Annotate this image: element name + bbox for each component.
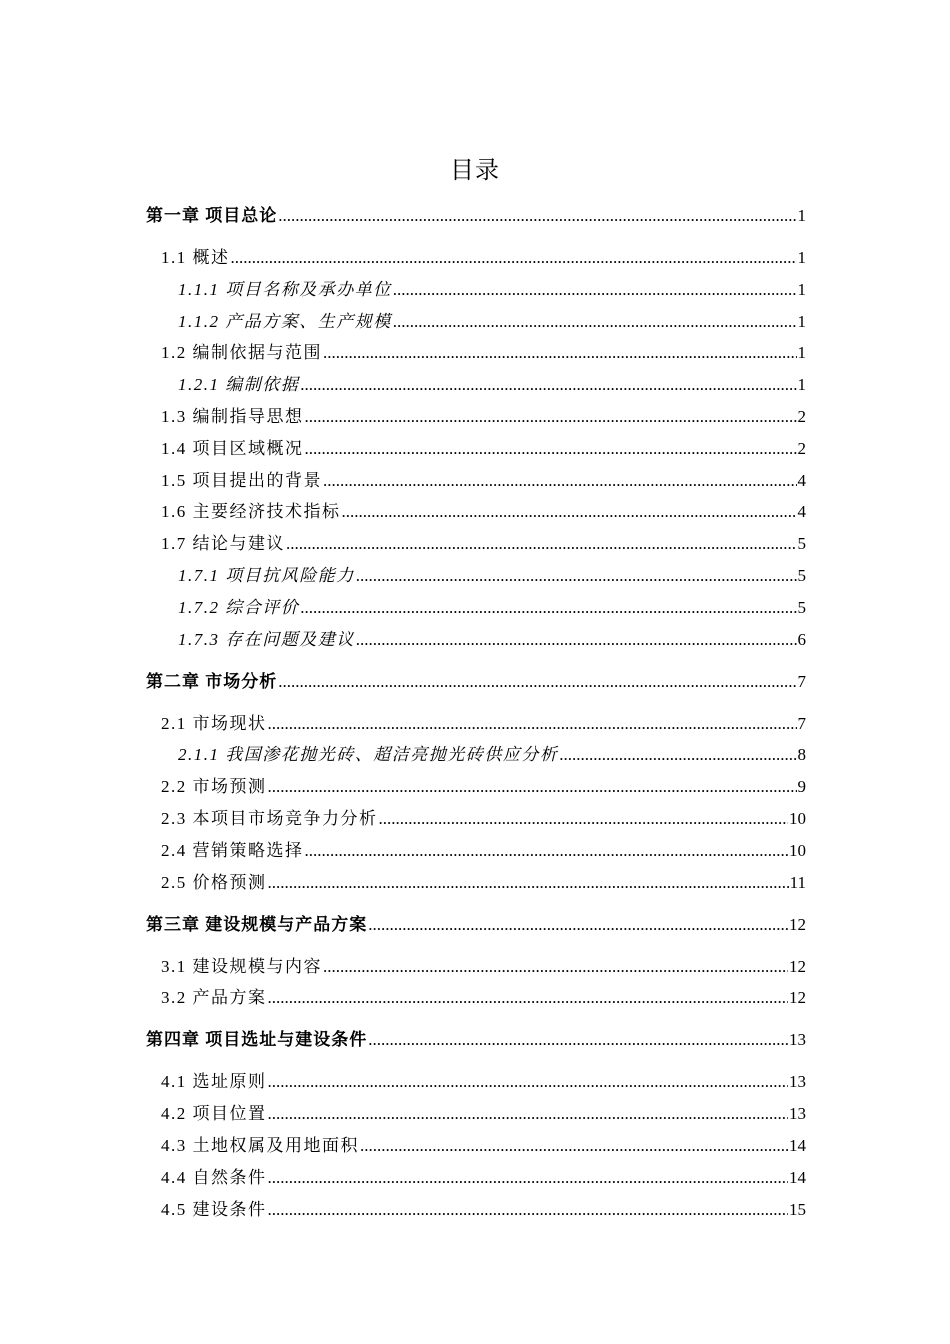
toc-chapter-entry[interactable]: [146, 1024, 806, 1056]
toc-subsection-entry[interactable]: [178, 306, 806, 338]
toc-page-number: 8: [797, 745, 806, 765]
toc-entry-label: 第三章 建设规模与产品方案: [146, 914, 368, 934]
toc-page-number: 14: [789, 1136, 806, 1155]
toc-leader-dots: [268, 867, 789, 899]
toc-leader-dots: [323, 337, 797, 369]
toc-page-number: 2: [797, 438, 806, 458]
toc-page-number: 1: [797, 279, 806, 299]
toc-page-number: 13: [789, 1104, 806, 1124]
toc-leader-dots: [559, 739, 796, 771]
toc-entry-label: 1.4 项目区域概况: [161, 438, 304, 458]
toc-leader-dots: [300, 592, 796, 624]
toc-entry-label: 1.2.1 编制依据: [178, 375, 300, 395]
toc-section-entry[interactable]: [161, 433, 806, 465]
toc-entry-label: 2.5 价格预测: [161, 872, 267, 892]
toc-section-entry[interactable]: [161, 867, 806, 899]
toc-subsection-entry[interactable]: [178, 560, 806, 592]
toc-leader-dots: [393, 274, 797, 306]
toc-entry-label: 1.7.3 存在问题及建议: [178, 629, 355, 649]
toc-page-number: 12: [789, 914, 806, 934]
toc-entry-label: 1.7 结论与建议: [161, 534, 285, 554]
toc-section-entry[interactable]: [161, 1130, 806, 1162]
toc-leader-dots: [323, 465, 797, 497]
toc-leader-dots: [278, 200, 796, 232]
toc-page-number: 7: [797, 671, 806, 691]
toc-section-entry[interactable]: [161, 1098, 806, 1130]
toc-leader-dots: [268, 1098, 789, 1130]
toc-section-entry[interactable]: [161, 496, 806, 528]
toc-section-entry[interactable]: [161, 982, 806, 1014]
toc-section-entry[interactable]: [161, 1194, 806, 1226]
toc-entry-label: 2.4 营销策略选择: [161, 840, 304, 860]
toc-entry-label: 1.2 编制依据与范围: [161, 343, 322, 363]
toc-leader-dots: [323, 951, 788, 983]
toc-leader-dots: [231, 242, 797, 274]
toc-page-number: 12: [789, 956, 806, 976]
toc-section-entry[interactable]: [161, 803, 806, 835]
toc-entry-label: 4.2 项目位置: [161, 1104, 267, 1124]
toc-subsection-entry[interactable]: [178, 624, 806, 656]
toc-leader-dots: [356, 560, 797, 592]
toc-subsection-entry[interactable]: [178, 739, 806, 771]
toc-entry-label: 1.1.2 产品方案、生产规模: [178, 311, 392, 331]
toc-page-number: 4: [797, 470, 806, 490]
toc-entry-label: 1.1 概述: [161, 248, 230, 267]
toc-page-number: 5: [797, 534, 806, 554]
toc-page-number: 12: [789, 988, 806, 1008]
toc-leader-dots: [379, 803, 789, 835]
toc-section-entry[interactable]: [161, 771, 806, 803]
toc-leader-dots: [268, 982, 789, 1014]
toc-subsection-entry[interactable]: [178, 274, 806, 306]
toc-page-number: 1: [797, 375, 806, 395]
toc-section-entry[interactable]: [161, 835, 806, 867]
toc-leader-dots: [368, 909, 788, 941]
toc-entry-label: 3.1 建设规模与内容: [161, 956, 322, 976]
toc-page-number: 10: [789, 840, 806, 860]
toc-leader-dots: [268, 708, 797, 740]
toc-entry-label: 第四章 项目选址与建设条件: [146, 1030, 368, 1050]
toc-page-number: 13: [789, 1030, 806, 1050]
toc-page-number: 5: [797, 566, 806, 585]
toc-page-number: 6: [797, 629, 806, 649]
toc-leader-dots: [268, 1162, 789, 1194]
toc-entry-label: 2.1 市场现状: [161, 713, 267, 733]
toc-entry-label: 3.2 产品方案: [161, 988, 267, 1008]
toc-entry-label: 第二章 市场分析: [146, 671, 278, 691]
toc-entry-label: 4.5 建设条件: [161, 1199, 267, 1219]
toc-page-number: 1: [797, 248, 806, 267]
toc-entry-label: 1.5 项目提出的背景: [161, 470, 322, 490]
toc-subsection-entry[interactable]: [178, 592, 806, 624]
toc-chapter-entry[interactable]: [146, 909, 806, 941]
toc-leader-dots: [393, 306, 797, 338]
toc-leader-dots: [342, 496, 797, 528]
toc-section-entry[interactable]: [161, 242, 806, 274]
toc-leader-dots: [268, 1194, 789, 1226]
toc-section-entry[interactable]: [161, 337, 806, 369]
toc-page-number: 2: [797, 407, 806, 426]
toc-section-entry[interactable]: [161, 1066, 806, 1098]
toc-section-entry[interactable]: [161, 951, 806, 983]
toc-entry-label: 1.1.1 项目名称及承办单位: [178, 279, 392, 299]
toc-entry-label: 1.3 编制指导思想: [161, 407, 304, 426]
toc-entry-label: 2.1.1 我国渗花抛光砖、超洁亮抛光砖供应分析: [178, 745, 559, 765]
toc-entry-label: 1.6 主要经济技术指标: [161, 502, 341, 522]
toc-leader-dots: [305, 835, 789, 867]
toc-entry-label: 1.7.2 综合评价: [178, 597, 300, 617]
toc-title: 目录: [450, 156, 500, 184]
toc-page-number: 9: [797, 777, 806, 797]
toc-leader-dots: [368, 1024, 788, 1056]
toc-leader-dots: [268, 1066, 789, 1098]
toc-entry-label: 4.4 自然条件: [161, 1167, 267, 1187]
toc-leader-dots: [356, 624, 797, 656]
toc-page-number: 11: [789, 872, 806, 892]
toc-section-entry[interactable]: [161, 1162, 806, 1194]
toc-section-entry[interactable]: [161, 465, 806, 497]
toc-page-number: 7: [797, 713, 806, 733]
toc-page-number: 1: [797, 343, 806, 363]
toc-entry-label: 第一章 项目总论: [146, 206, 278, 225]
toc-entry-label: 2.2 市场预测: [161, 777, 267, 797]
toc-page-number: 1: [797, 311, 806, 331]
toc-page-number: 4: [797, 502, 806, 522]
toc-page-number: 14: [789, 1167, 806, 1187]
toc-page-number: 5: [797, 597, 806, 617]
toc-section-entry[interactable]: [161, 528, 806, 560]
toc-page-number: 15: [789, 1199, 806, 1219]
toc-entry-label: 2.3 本项目市场竞争力分析: [161, 809, 378, 828]
toc-chapter-entry[interactable]: [146, 666, 806, 698]
toc-subsection-entry[interactable]: [178, 369, 806, 401]
toc-leader-dots: [360, 1130, 788, 1162]
toc-leader-dots: [305, 433, 797, 465]
toc-entry-label: 4.3 土地权属及用地面积: [161, 1136, 359, 1155]
toc-entry-label: 1.7.1 项目抗风险能力: [178, 566, 355, 585]
toc-leader-dots: [300, 369, 796, 401]
toc-page-number: 1: [797, 206, 806, 225]
toc-section-entry[interactable]: [161, 708, 806, 740]
toc-chapter-entry[interactable]: [146, 200, 806, 232]
toc-page-number: 10: [789, 809, 806, 828]
toc-leader-dots: [305, 401, 797, 433]
toc-leader-dots: [278, 666, 796, 698]
toc-page-number: 13: [789, 1072, 806, 1092]
toc-entry-label: 4.1 选址原则: [161, 1072, 267, 1092]
toc-section-entry[interactable]: [161, 401, 806, 433]
toc-leader-dots: [268, 771, 797, 803]
toc-leader-dots: [286, 528, 797, 560]
